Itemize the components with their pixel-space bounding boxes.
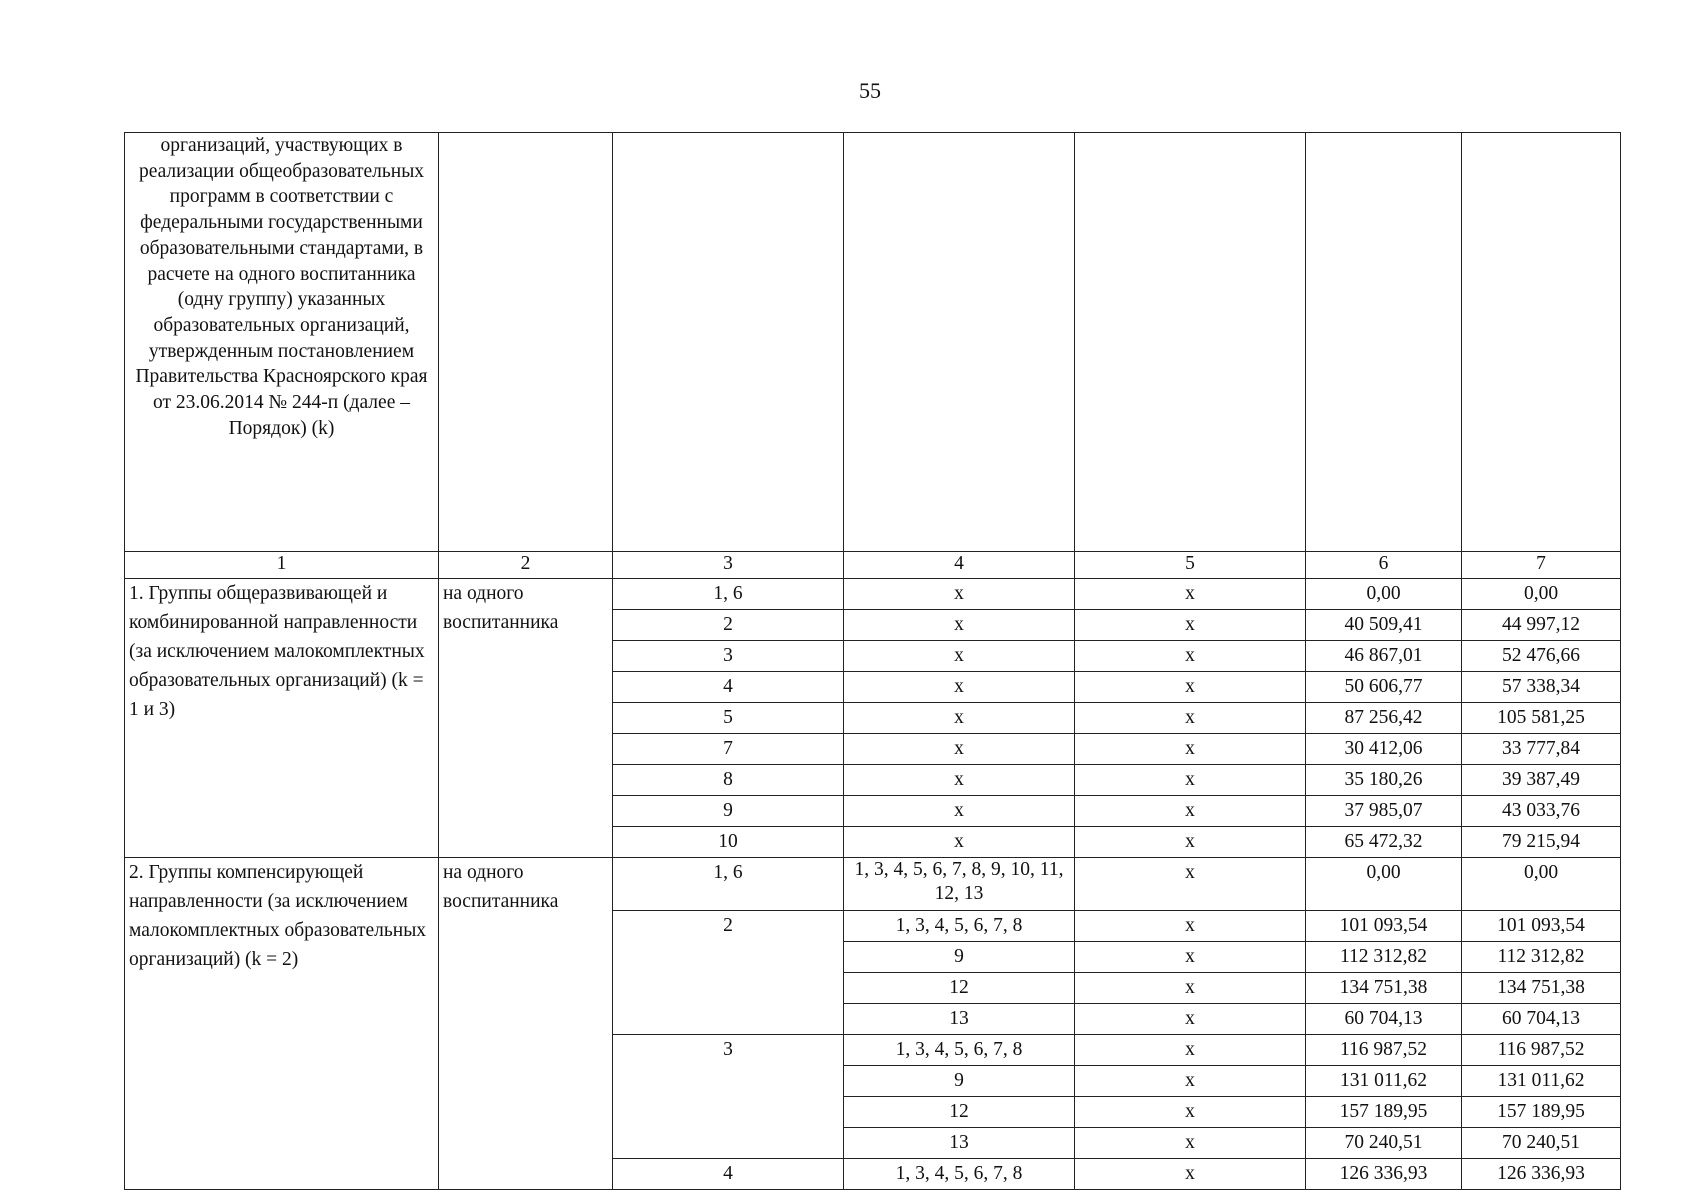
column-number: 3 xyxy=(613,552,844,579)
cell-c6: 134 751,38 xyxy=(1306,973,1462,1004)
cell-c3: 2 xyxy=(613,911,844,1035)
column-number: 7 xyxy=(1462,552,1621,579)
cell-c3: 10 xyxy=(613,827,844,858)
column-number: 4 xyxy=(844,552,1075,579)
cell-c6: 40 509,41 xyxy=(1306,610,1462,641)
cell-c5: х xyxy=(1075,1004,1306,1035)
table-row xyxy=(125,579,1621,610)
cell-c4: х xyxy=(844,765,1075,796)
cell-c5: х xyxy=(1075,858,1306,911)
cell-c7: 101 093,54 xyxy=(1462,911,1621,942)
cell-c7: 39 387,49 xyxy=(1462,765,1621,796)
cell-c3: 7 xyxy=(613,734,844,765)
cell-c5: х xyxy=(1075,973,1306,1004)
cell-c3: 4 xyxy=(613,1159,844,1190)
cell-c3: 3 xyxy=(613,1035,844,1159)
section-title: 1. Группы общеразвивающей и комбинированной направленности (за исключением малокомплектных образовательных организаций) (k = 1 и 3) xyxy=(125,579,439,858)
cell-c5: х xyxy=(1075,796,1306,827)
cell-c6: 35 180,26 xyxy=(1306,765,1462,796)
cell-c7: 0,00 xyxy=(1462,858,1621,911)
cell-c7: 70 240,51 xyxy=(1462,1128,1621,1159)
cell-c6: 87 256,42 xyxy=(1306,703,1462,734)
cell-c7: 112 312,82 xyxy=(1462,942,1621,973)
cell-c4: 1, 3, 4, 5, 6, 7, 8 xyxy=(844,1035,1075,1066)
cell-c4: х xyxy=(844,703,1075,734)
cell-c7: 116 987,52 xyxy=(1462,1035,1621,1066)
cell-c6: 126 336,93 xyxy=(1306,1159,1462,1190)
cell-c7: 60 704,13 xyxy=(1462,1004,1621,1035)
table-row xyxy=(125,858,1621,911)
cell-c7: 57 338,34 xyxy=(1462,672,1621,703)
cell-c3: 5 xyxy=(613,703,844,734)
cell-c6: 70 240,51 xyxy=(1306,1128,1462,1159)
cell-c7: 43 033,76 xyxy=(1462,796,1621,827)
tariff-table xyxy=(124,132,1621,1190)
cell-c4: х xyxy=(844,610,1075,641)
cell-c5: х xyxy=(1075,734,1306,765)
cell-c4: 1, 3, 4, 5, 6, 7, 8 xyxy=(844,1159,1075,1190)
cell-c4: х xyxy=(844,579,1075,610)
cell-c5: х xyxy=(1075,765,1306,796)
cell-c5: х xyxy=(1075,703,1306,734)
cell-c4: х xyxy=(844,672,1075,703)
cell-c4: 12 xyxy=(844,1097,1075,1128)
cell-c6: 101 093,54 xyxy=(1306,911,1462,942)
cell-c4: х xyxy=(844,796,1075,827)
cell-c3: 2 xyxy=(613,610,844,641)
cell-c3: 8 xyxy=(613,765,844,796)
cell-c4: х xyxy=(844,641,1075,672)
cell-c6: 0,00 xyxy=(1306,579,1462,610)
column-number: 5 xyxy=(1075,552,1306,579)
cell-c7: 52 476,66 xyxy=(1462,641,1621,672)
cell-c5: х xyxy=(1075,827,1306,858)
cell-c5: х xyxy=(1075,1066,1306,1097)
cell-c5: х xyxy=(1075,1097,1306,1128)
cell-c6: 116 987,52 xyxy=(1306,1035,1462,1066)
cell-c7: 134 751,38 xyxy=(1462,973,1621,1004)
cell-c4: 13 xyxy=(844,1004,1075,1035)
section-title: 2. Группы компенсирующей направленности (за исключением малокомплектных образовательных организаций) (k = 2) xyxy=(125,858,439,1190)
cell-c7: 105 581,25 xyxy=(1462,703,1621,734)
cell-c3: 9 xyxy=(613,796,844,827)
cell-c5: х xyxy=(1075,610,1306,641)
cell-c6: 112 312,82 xyxy=(1306,942,1462,973)
cell-c5: х xyxy=(1075,641,1306,672)
cell-c7: 126 336,93 xyxy=(1462,1159,1621,1190)
cell-c6: 30 412,06 xyxy=(1306,734,1462,765)
cell-c5: х xyxy=(1075,1035,1306,1066)
cell-c3: 4 xyxy=(613,672,844,703)
unit-label: на одного воспитанника xyxy=(439,858,613,1190)
cell-c7: 44 997,12 xyxy=(1462,610,1621,641)
cell-c7: 79 215,94 xyxy=(1462,827,1621,858)
cell-c4: 1, 3, 4, 5, 6, 7, 8 xyxy=(844,911,1075,942)
cell-c6: 131 011,62 xyxy=(1306,1066,1462,1097)
cell-c6: 60 704,13 xyxy=(1306,1004,1462,1035)
header-continuation-text: организаций, участвующих в реализации общеобразовательных программ в соответствии с федеральными государственными образовательными стандартами, в расчете на одного воспитанника (одну группу) указанных образовательных организаций, утвержденным постановлением Правительства Красноярского края от 23.06.2014 № 244-п (далее – Порядок) (k) xyxy=(125,133,439,552)
cell-c4: 9 xyxy=(844,942,1075,973)
cell-c3: 1, 6 xyxy=(613,579,844,610)
cell-c5: х xyxy=(1075,1128,1306,1159)
cell-c7: 131 011,62 xyxy=(1462,1066,1621,1097)
cell-c4: 9 xyxy=(844,1066,1075,1097)
cell-c5: х xyxy=(1075,579,1306,610)
cell-c5: х xyxy=(1075,942,1306,973)
column-number: 1 xyxy=(125,552,439,579)
column-number-row xyxy=(125,552,1621,579)
cell-c7: 33 777,84 xyxy=(1462,734,1621,765)
cell-c4: х xyxy=(844,827,1075,858)
cell-c6: 37 985,07 xyxy=(1306,796,1462,827)
cell-c4: х xyxy=(844,734,1075,765)
cell-c6: 50 606,77 xyxy=(1306,672,1462,703)
cell-c7: 157 189,95 xyxy=(1462,1097,1621,1128)
cell-c4: 13 xyxy=(844,1128,1075,1159)
column-number: 6 xyxy=(1306,552,1462,579)
page-number: 55 xyxy=(859,78,881,103)
cell-c6: 65 472,32 xyxy=(1306,827,1462,858)
column-number: 2 xyxy=(439,552,613,579)
cell-c6: 0,00 xyxy=(1306,858,1462,911)
cell-c4: 1, 3, 4, 5, 6, 7, 8, 9, 10, 11, 12, 13 xyxy=(844,858,1075,911)
cell-c3: 1, 6 xyxy=(613,858,844,911)
cell-c6: 46 867,01 xyxy=(1306,641,1462,672)
cell-c5: х xyxy=(1075,911,1306,942)
cell-c5: х xyxy=(1075,672,1306,703)
cell-c3: 3 xyxy=(613,641,844,672)
cell-c4: 12 xyxy=(844,973,1075,1004)
unit-label: на одного воспитанника xyxy=(439,579,613,858)
cell-c6: 157 189,95 xyxy=(1306,1097,1462,1128)
header-continuation-row xyxy=(125,133,1621,552)
cell-c7: 0,00 xyxy=(1462,579,1621,610)
cell-c5: х xyxy=(1075,1159,1306,1190)
